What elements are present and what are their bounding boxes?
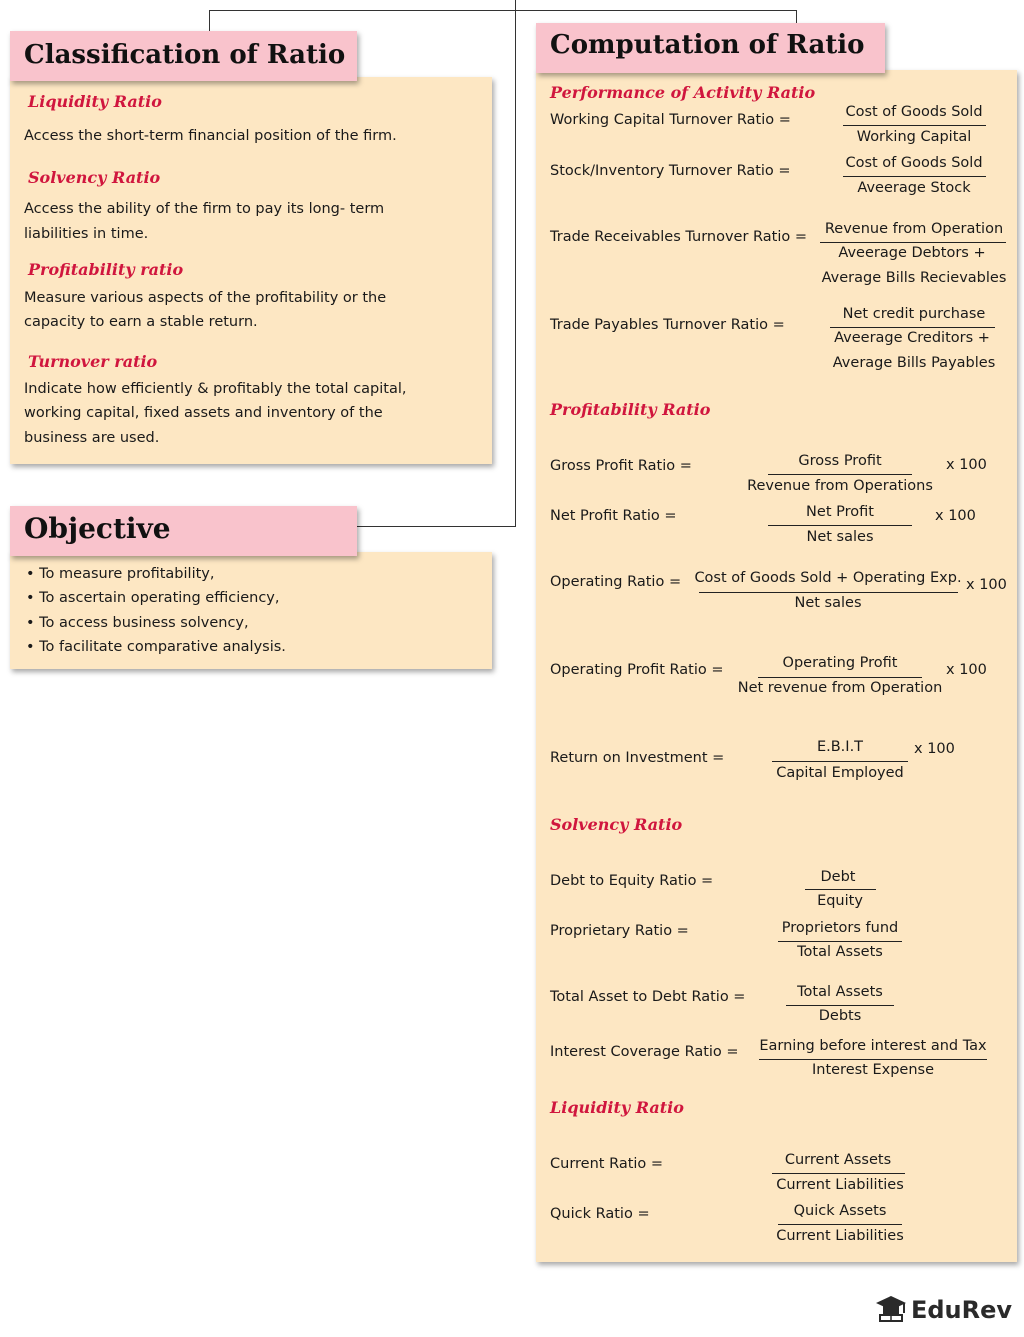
oppr-fraction-line bbox=[758, 677, 922, 678]
wctr-label: Working Capital Turnover Ratio = bbox=[550, 112, 791, 128]
npr-fraction-line bbox=[768, 525, 912, 526]
opr-numerator: Cost of Goods Sold + Operating Exp. bbox=[694, 570, 962, 586]
oppr-denominator: Net revenue from Operation bbox=[737, 680, 943, 696]
qr-numerator: Quick Assets bbox=[793, 1203, 887, 1219]
profitability-heading: Profitability ratio bbox=[28, 260, 184, 279]
gpr-multiplier: x 100 bbox=[946, 457, 987, 473]
trtr-label: Trade Receivables Turnover Ratio = bbox=[550, 229, 808, 245]
npr-denominator: Net sales bbox=[806, 529, 874, 545]
qr-denominator: Current Liabilities bbox=[776, 1228, 904, 1244]
trtr-denominator-2: Average Bills Recievables bbox=[821, 270, 1007, 286]
icr-denominator: Interest Expense bbox=[811, 1062, 935, 1078]
brand-name: EduRev bbox=[910, 1296, 1012, 1324]
objective-item: • To access business solvency, bbox=[26, 615, 249, 631]
turnover-text-1: Indicate how efficiently & profitably the total capital, bbox=[24, 381, 407, 397]
objective-title: Objective bbox=[10, 506, 357, 556]
computation-title: Computation of Ratio bbox=[536, 23, 885, 73]
roi-numerator: E.B.I.T bbox=[816, 739, 864, 755]
npr-numerator: Net Profit bbox=[806, 504, 874, 520]
trtr-numerator: Revenue from Operation bbox=[824, 221, 1004, 237]
gpr-numerator: Gross Profit bbox=[798, 453, 882, 469]
connector-line bbox=[209, 10, 210, 32]
wctr-fraction-line bbox=[843, 125, 986, 126]
itr-label: Stock/Inventory Turnover Ratio = bbox=[550, 163, 791, 179]
solvency-ratio-heading: Solvency Ratio bbox=[550, 815, 683, 834]
gpr-label: Gross Profit Ratio = bbox=[550, 458, 692, 474]
liquidity-ratio-heading: Liquidity Ratio bbox=[550, 1098, 684, 1117]
oppr-multiplier: x 100 bbox=[946, 662, 987, 678]
turnover-text-2: working capital, fixed assets and inventory of the bbox=[24, 405, 383, 421]
gpr-fraction-line bbox=[768, 474, 912, 475]
connector-line bbox=[796, 10, 797, 24]
cr-numerator: Current Assets bbox=[784, 1152, 892, 1168]
opr-multiplier: x 100 bbox=[966, 577, 1007, 593]
cr-fraction-line bbox=[772, 1173, 905, 1174]
icr-numerator: Earning before interest and Tax bbox=[759, 1038, 987, 1054]
oppr-label: Operating Profit Ratio = bbox=[550, 662, 724, 678]
pr-numerator: Proprietors fund bbox=[781, 920, 899, 936]
profitability-text-2: capacity to earn a stable return. bbox=[24, 314, 258, 330]
der-label: Debt to Equity Ratio = bbox=[550, 873, 714, 889]
classification-title: Classification of Ratio bbox=[10, 31, 357, 81]
oppr-numerator: Operating Profit bbox=[782, 655, 898, 671]
der-denominator: Equity bbox=[817, 893, 863, 909]
liquidity-text: Access the short-term financial position of the firm. bbox=[24, 128, 397, 144]
icr-label: Interest Coverage Ratio = bbox=[550, 1044, 739, 1060]
connector-line bbox=[209, 10, 797, 11]
tadr-denominator: Debts bbox=[818, 1008, 862, 1024]
itr-numerator: Cost of Goods Sold bbox=[845, 155, 983, 171]
cr-denominator: Current Liabilities bbox=[776, 1177, 904, 1193]
roi-multiplier: x 100 bbox=[914, 741, 955, 757]
objective-item: • To facilitate comparative analysis. bbox=[26, 639, 286, 655]
activity-heading: Performance of Activity Ratio bbox=[550, 83, 816, 102]
tptr-denominator-1: Aveerage Creditors + bbox=[834, 330, 990, 346]
profitability-text-1: Measure various aspects of the profitability or the bbox=[24, 290, 387, 306]
qr-label: Quick Ratio = bbox=[550, 1206, 650, 1222]
profitability-ratio-heading: Profitability Ratio bbox=[550, 400, 711, 419]
connector-line bbox=[357, 526, 516, 527]
roi-denominator: Capital Employed bbox=[776, 765, 904, 781]
itr-fraction-line bbox=[843, 176, 986, 177]
opr-label: Operating Ratio = bbox=[550, 574, 682, 590]
wctr-denominator: Working Capital bbox=[856, 129, 972, 145]
solvency-text-2: liabilities in time. bbox=[24, 226, 149, 242]
tptr-fraction-line bbox=[830, 327, 995, 328]
tptr-numerator: Net credit purchase bbox=[842, 306, 986, 322]
trtr-denominator-1: Aveerage Debtors + bbox=[838, 245, 986, 261]
der-fraction-line bbox=[805, 889, 876, 890]
connector-line bbox=[515, 0, 516, 527]
roi-fraction-line bbox=[772, 761, 908, 762]
der-numerator: Debt bbox=[820, 869, 856, 885]
qr-fraction-line bbox=[778, 1224, 902, 1225]
pr-denominator: Total Assets bbox=[797, 944, 883, 960]
pr-label: Proprietary Ratio = bbox=[550, 923, 689, 939]
pr-fraction-line bbox=[778, 941, 902, 942]
itr-denominator: Aveerage Stock bbox=[857, 180, 971, 196]
edurev-logo[interactable] bbox=[875, 1293, 1012, 1327]
cr-label: Current Ratio = bbox=[550, 1156, 664, 1172]
tadr-numerator: Total Assets bbox=[797, 984, 883, 1000]
turnover-heading: Turnover ratio bbox=[28, 352, 158, 371]
tptr-denominator-2: Average Bills Payables bbox=[832, 355, 996, 371]
npr-multiplier: x 100 bbox=[935, 508, 976, 524]
tadr-label: Total Asset to Debt Ratio = bbox=[550, 989, 746, 1005]
wctr-numerator: Cost of Goods Sold bbox=[845, 104, 983, 120]
opr-denominator: Net sales bbox=[794, 595, 862, 611]
tadr-fraction-line bbox=[786, 1005, 894, 1006]
tptr-label: Trade Payables Turnover Ratio = bbox=[550, 317, 785, 333]
solvency-text-1: Access the ability of the firm to pay its long- term bbox=[24, 201, 385, 217]
npr-label: Net Profit Ratio = bbox=[550, 508, 677, 524]
gpr-denominator: Revenue from Operations bbox=[747, 478, 933, 494]
objective-item: • To ascertain operating efficiency, bbox=[26, 590, 280, 606]
objective-item: • To measure profitability, bbox=[26, 566, 215, 582]
icr-fraction-line bbox=[759, 1059, 987, 1060]
graduation-cap-icon bbox=[875, 1293, 907, 1327]
liquidity-heading: Liquidity Ratio bbox=[28, 92, 162, 111]
solvency-heading: Solvency Ratio bbox=[28, 168, 161, 187]
turnover-text-3: business are used. bbox=[24, 430, 160, 446]
roi-label: Return on Investment = bbox=[550, 750, 725, 766]
opr-fraction-line bbox=[699, 592, 958, 593]
trtr-fraction-line bbox=[820, 242, 1006, 243]
